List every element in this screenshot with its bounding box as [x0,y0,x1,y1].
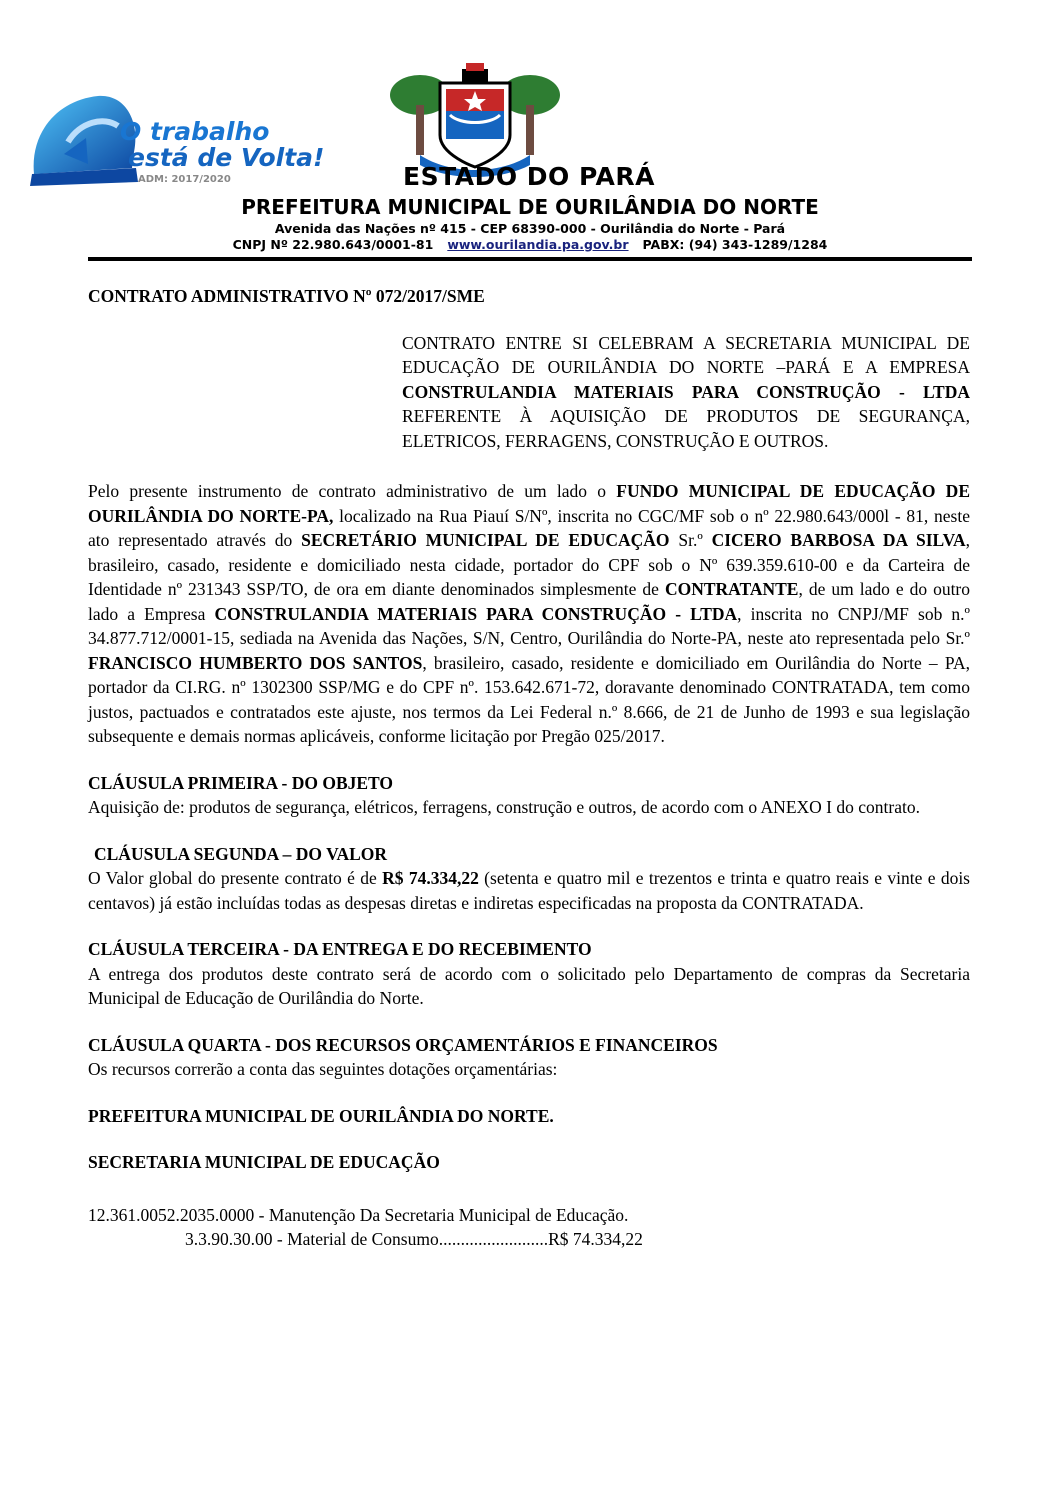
contract-body [88,284,970,1252]
contract-title: CONTRATO ADMINISTRATIVO Nº 072/2017/SME [88,286,485,306]
clause-3-body: A entrega dos produtos deste contrato será de acordo com o solicitado pelo Departamento de compras da Secretaria Municipal de Educação de Ourilândia do Norte. [88,963,970,1008]
entity-name: PREFEITURA MUNICIPAL DE OURILÂNDIA DO NORTE. [88,1105,554,1126]
department-name: SECRETARIA MUNICIPAL DE EDUCAÇÃO [88,1152,440,1172]
clause-2-text: O Valor global do presente contrato é de [88,868,383,888]
intro-secretary-name: CICERO BARBOSA DA SILVA [711,530,966,550]
intro-text: , brasileiro, casado, residente e domiciliado em Ourilândia do Norte – PA, portador da CI.RG. nº 1302300 SSP/MG e do CPF nº. 153.642.671-72, doravante denominado CONTRATADA, tem como justos, pactuados e contratados este ajuste, nos termos da Lei Federal n.º 8.666, de 21 de Junho de 1993 e sua legislação subsequente e demais normas aplicáveis, conforme licitação por Pregão 025/2017. [88,652,970,746]
prefeitura-name: PREFEITURA MUNICIPAL DE OURILÂNDIA DO NORTE [241,195,819,219]
website-link[interactable]: www.ourilandia.pa.gov.br [447,237,629,252]
contact-line [180,237,880,252]
intro-secretary-title: SECRETÁRIO MUNICIPAL DE EDUCAÇÃO [301,530,670,550]
summary-company: CONSTRULANDIA MATERIAIS PARA CONSTRUÇÃO - LTDA [402,381,970,402]
intro-contratante: CONTRATANTE [664,579,799,599]
clause-4-title: CLÁUSULA QUARTA - DOS RECURSOS ORÇAMENTÁRIOS E FINANCEIROS [88,1034,718,1055]
intro-fund: FUNDO MUNICIPAL DE EDUCAÇÃO DE OURILÂNDIA DO NORTE-PA, [88,481,970,526]
intro-text: , brasileiro, casado, residente e domiciliado nesta cidade, portador do CPF sob o Nº 639.359.610-00 e da Carteira de Identidade nº 231343 SSP/TO, de ora em diante denominados simplesmente de [88,530,970,599]
phone-text: PABX: (94) 343-1289/1284 [642,237,828,252]
intro-paragraph [88,479,970,749]
contract-value: R$ 74.334,22 [382,868,479,888]
contract-summary [402,331,970,454]
svg-text:ADM: 2017/2020: ADM: 2017/2020 [138,174,231,185]
clause-1-title: CLÁUSULA PRIMEIRA - DO OBJETO [88,772,394,793]
header-divider [88,257,972,261]
cnpj-text: CNPJ Nº 22.980.643/0001-81 [232,237,434,252]
clause-1-body: Aquisição de: produtos de segurança, elétricos, ferragens, construção e outros, de acordo com o ANEXO I do contrato. [88,797,920,817]
intro-text: Pelo presente instrumento de contrato administrativo de um lado o [88,481,617,501]
intro-text: Sr.º [669,530,712,550]
clause-4-body: Os recursos correrão a conta das seguintes dotações orçamentárias: [88,1059,558,1079]
svg-text:O trabalho: O trabalho [120,117,270,146]
intro-text: , de um lado e do outro lado a Empresa [88,579,971,624]
intro-company: CONSTRULANDIA MATERIAIS PARA CONSTRUÇÃO - LTDA [214,603,738,624]
intro-representative: FRANCISCO HUMBERTO DOS SANTOS [88,652,423,673]
budget-line-2: 3.3.90.30.00 - Material de Consumo.........................R$ 74.334,22 [185,1229,643,1249]
svg-text:está de Volta!: está de Volta! [128,143,325,172]
clause-2-title: CLÁUSULA SEGUNDA – DO VALOR [94,843,388,864]
summary-text-end: REFERENTE À AQUISIÇÃO DE PRODUTOS DE SEGURANÇA, ELETRICOS, FERRAGENS, CONSTRUÇÃO E OUTROS. [402,406,970,451]
intro-text: localizado na Rua Piauí S/Nº, inscrita no CGC/MF sob o nº 22.980.643/000l - 81, neste ato representado através do [88,505,970,550]
budget-line-1: 12.361.0052.2035.0000 - Manutenção Da Secretaria Municipal de Educação. [88,1204,629,1225]
state-name: ESTADO DO PARÁ [403,162,655,191]
intro-text: , inscrita no CNPJ/MF sob n.º 34.877.712/0001-15, sediada na Avenida das Nações, S/N, Centro, Ourilândia do Norte-PA, neste ato representada pelo Sr.º [88,603,970,648]
clause-3-title: CLÁUSULA TERCEIRA - DA ENTREGA E DO RECEBIMENTO [88,939,592,959]
summary-text: CONTRATO ENTRE SI CELEBRAM A SECRETARIA MUNICIPAL DE EDUCAÇÃO DE OURILÂNDIA DO NORTE –PARÁ E A EMPRESA [402,332,970,377]
clause-2-body [88,866,970,915]
letterhead [0,0,1058,270]
clause-2-text-end: (setenta e quatro mil e trezentos e trinta e quatro reais e vinte e dois centavos) já estão incluídas todas as despesas diretas e indiretas especificadas na proposta da CONTRATADA. [88,868,970,913]
address-line: Avenida das Nações nº 415 - CEP 68390-000 - Ourilândia do Norte - Pará [274,221,786,236]
